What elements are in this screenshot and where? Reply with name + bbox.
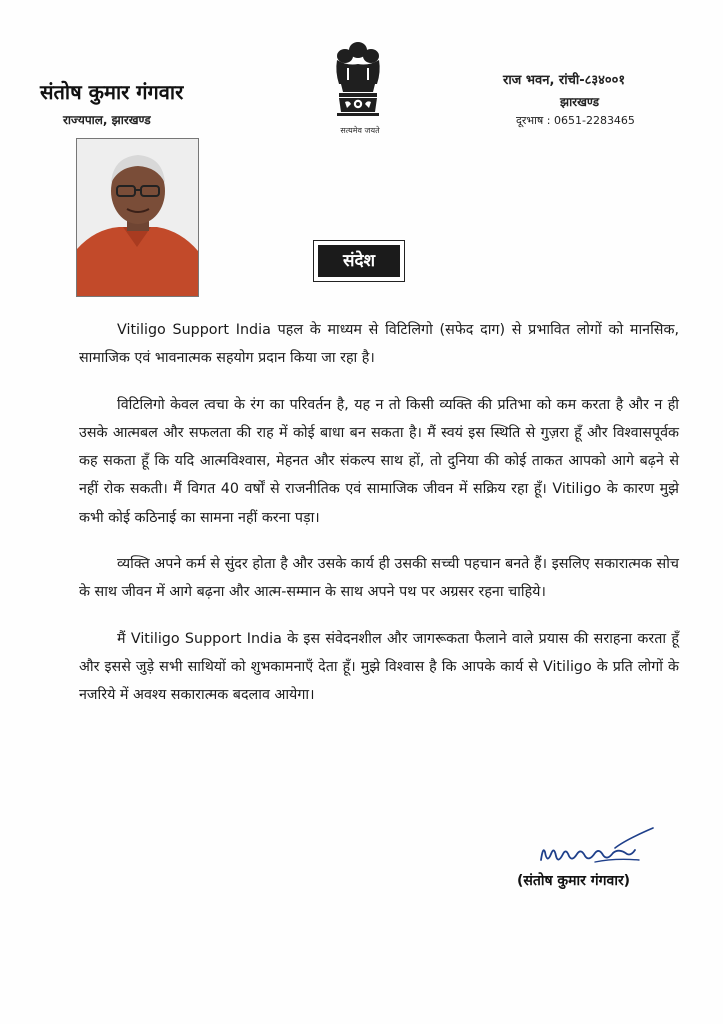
sender-name: संतोष कुमार गंगवार <box>40 80 184 104</box>
signatory-name: (संतोष कुमार गंगवार) <box>517 873 631 889</box>
address-line-1: राज भवन, रांची-८३४००१ <box>503 73 626 88</box>
paragraph: विटिलिगो केवल त्वचा के रंग का परिवर्तन है, यह न तो किसी व्यक्ति की प्रतिभा को कम करता है और न ही उसके आत्मबल और सफलता की राह में कोई बाधा बन सकता है। मैं स्वयं इस स्थिति से गुज़रा हूँ और विश्वासपूर्वक कह सकता हूँ कि यदि आत्मविश्वास, मेहनत और संकल्प साथ हों, तो दुनिया की कोई ताकत आपको आगे बढ़ने से नहीं रोक सकती। मैं विगत 40 वर्षों से राजनीतिक एवं सामाजिक जीवन में सक्रिय रहा हूँ। Vitiligo के कारण मुझे कभी कोई कठिनाई का सामना नहीं करना पड़ा। <box>79 396 679 526</box>
paragraph: व्यक्ति अपने कर्म से सुंदर होता है और उसके कार्य ही उसकी सच्ची पहचान बनते हैं। इसलिए सकारात्मक सोच के साथ जीवन में आगे बढ़ना और आत्म-सम्मान के साथ अपने पथ पर अग्रसर रहना चाहिये। <box>79 556 679 601</box>
paragraph: Vitiligo Support India पहल के माध्यम से विटिलिगो (सफेद दाग) से प्रभावित लोगों को मानसिक, सामाजिक एवं भावनात्मक सहयोग प्रदान किया जा रहा है। <box>79 322 679 367</box>
emblem-motto: सत्यमेव जयते <box>340 126 380 135</box>
paragraph: मैं Vitiligo Support India के इस संवेदनशील और जागरूकता फैलाने वाले प्रयास की सराहना करता हूँ और इससे जुड़े सभी साथियों को शुभकामनाएँ देता हूँ। मुझे विश्वास है कि आपके कार्य से Vitiligo के प्रति लोगों के नजरिये में अवश्य सकारात्मक बदलाव आयेगा। <box>79 630 679 704</box>
address-line-2: झारखण्ड <box>560 95 600 109</box>
portrait-figure <box>77 139 198 296</box>
sender-designation: राज्यपाल, झारखण्ड <box>63 113 151 127</box>
phone-number: दूरभाष : 0651-2283465 <box>516 114 635 127</box>
message-title: संदेश <box>318 245 400 277</box>
handwritten-signature <box>535 826 660 872</box>
message-body <box>79 316 679 728</box>
state-emblem-icon <box>325 38 391 126</box>
portrait-photo <box>76 138 199 297</box>
message-title-box <box>313 240 405 282</box>
